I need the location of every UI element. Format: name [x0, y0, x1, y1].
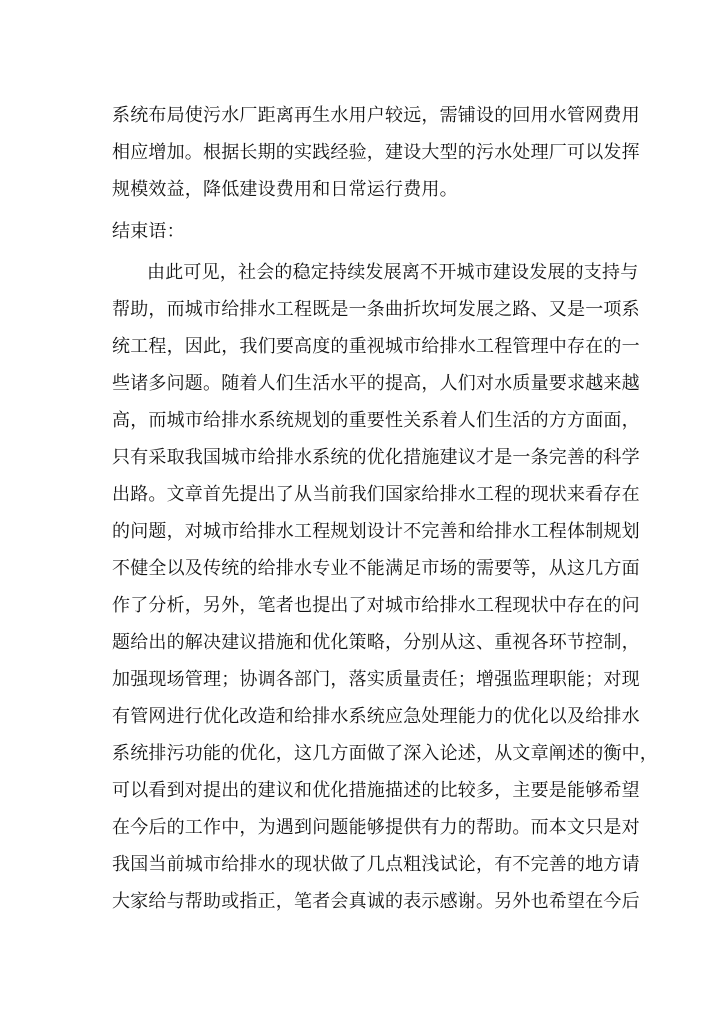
body-text-line: 相应增加。根据长期的实践经验，建设大型的污水处理厂可以发挥: [112, 142, 640, 163]
body-text-line: 的问题，对城市给排水工程规划设计不完善和给排水工程体制规划: [112, 521, 640, 542]
body-text-line: 高，而城市给排水系统规划的重要性关系着人们生活的方方面面，: [112, 410, 640, 431]
body-text-line: 不健全以及传统的给排水专业不能满足市场的需要等，从这几方面: [112, 558, 640, 579]
body-text-line: 可以看到对提出的建议和优化措施描述的比较多，主要是能够希望: [112, 780, 640, 801]
body-text-line: 系统排污功能的优化，这几方面做了深入论述，从文章阐述的衡中，: [112, 743, 658, 764]
section-heading: 结束语：: [112, 221, 185, 242]
body-text-line: 我国当前城市给排水的现状做了几点粗浅试论，有不完善的地方请: [112, 854, 640, 875]
body-text-line: 系统布局使污水厂距离再生水用户较远，需铺设的回用水管网费用: [112, 105, 640, 126]
body-text-line: 加强现场管理；协调各部门，落实质量责任；增强监理职能；对现: [112, 669, 640, 690]
body-text-line: 在今后的工作中，为遇到问题能够提供有力的帮助。而本文只是对: [112, 817, 640, 838]
body-text-line: 有管网进行优化改造和给排水系统应急处理能力的优化以及给排水: [112, 706, 640, 727]
body-text-line: 作了分析，另外，笔者也提出了对城市给排水工程现状中存在的问: [112, 595, 640, 616]
body-text-line: 题给出的解决建议措施和优化策略，分别从这、重视各环节控制，: [112, 632, 640, 653]
body-text-line: 只有采取我国城市给排水系统的优化措施建议才是一条完善的科学: [112, 447, 640, 468]
body-text-line: 些诸多问题。随着人们生活水平的提高，人们对水质量要求越来越: [112, 373, 640, 394]
body-text-line: 大家给与帮助或指正，笔者会真诚的表示感谢。另外也希望在今后: [112, 891, 640, 912]
body-text-line: 规模效益，降低建设费用和日常运行费用。: [112, 179, 458, 200]
body-text-line: 统工程，因此，我们要高度的重视城市给排水工程管理中存在的一: [112, 336, 640, 357]
paragraph-first-line: 由此可见，社会的稳定持续发展离不开城市建设发展的支持与: [147, 262, 639, 283]
body-text-line: 出路。文章首先提出了从当前我们国家给排水工程的现状来看存在: [112, 484, 640, 505]
body-text-line: 帮助，而城市给排水工程既是一条曲折坎坷发展之路、又是一项系: [112, 299, 640, 320]
